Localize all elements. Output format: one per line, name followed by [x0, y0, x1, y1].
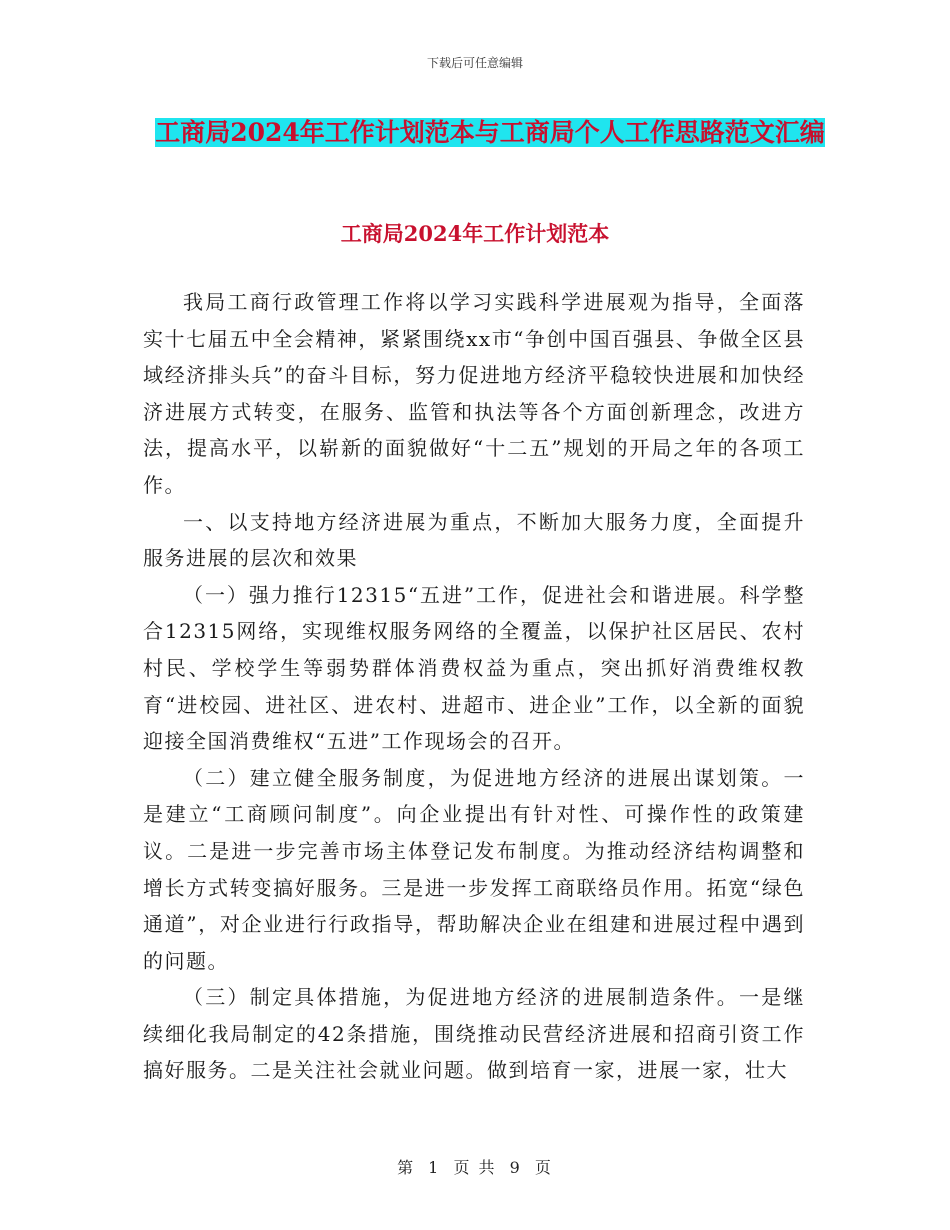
page-total: 9 — [509, 1158, 522, 1177]
page-footer — [0, 1155, 950, 1178]
page-prefix: 第 — [397, 1158, 416, 1177]
paragraph: （二）建立健全服务制度，为促进地方经济的进展出谋划策。一是建立“工商顾问制度”。向企业提出有针对性、可操作性的政策建议。二是进一步完善市场主体登记发布制度。为推动经济结构调整和增长方式转变搞好服务。三是进一步发挥工商联络员作用。拓宽“绿色通道”，对企业进行行政指导，帮助解决企业在组建和进展过程中遇到的问题。 — [143, 765, 805, 973]
page-suffix: 页 — [534, 1158, 553, 1177]
page-mid: 页 共 — [453, 1158, 497, 1177]
document-title-highlight: 工商局2024年工作计划范本与工商局个人工作思路范文汇编 — [155, 118, 825, 147]
paragraph: （三）制定具体措施，为促进地方经济的进展制造条件。一是继续细化我局制定的42条措施，围绕推动民营经济进展和招商引资工作搞好服务。二是关注社会就业问题。做到培育一家，进展一家，壮大 — [143, 985, 805, 1083]
paragraph: 一、以支持地方经济进展为重点，不断加大服务力度，全面提升服务进展的层次和效果 — [143, 509, 805, 571]
paragraph: 我局工商行政管理工作将以学习实践科学进展观为指导，全面落实十七届五中全会精神，紧紧围绕xx市“争创中国百强县、争做全区县域经济排头兵”的奋斗目标，努力促进地方经济平稳较快进展和加快经济进展方式转变，在服务、监管和执法等各个方面创新理念，改进方法，提高水平，以崭新的面貌做好“十二五”规划的开局之年的各项工作。 — [143, 290, 805, 497]
body-text — [143, 284, 805, 1089]
section-title: 工商局2024年工作计划范本 — [340, 221, 610, 246]
document-title — [140, 110, 840, 156]
header-note: 下载后可任意编辑 — [426, 56, 523, 70]
paragraph: （一）强力推行12315“五进”工作，促进社会和谐进展。科学整合12315网络，实现维权服务网络的全覆盖，以保护社区居民、农村村民、学校学生等弱势群体消费权益为重点，突出抓好消费维权教育“进校园、进社区、进农村、进超市、进企业”工作，以全新的面貌迎接全国消费维权“五进”工作现场会的召开。 — [143, 582, 805, 754]
page-current: 1 — [428, 1158, 441, 1177]
